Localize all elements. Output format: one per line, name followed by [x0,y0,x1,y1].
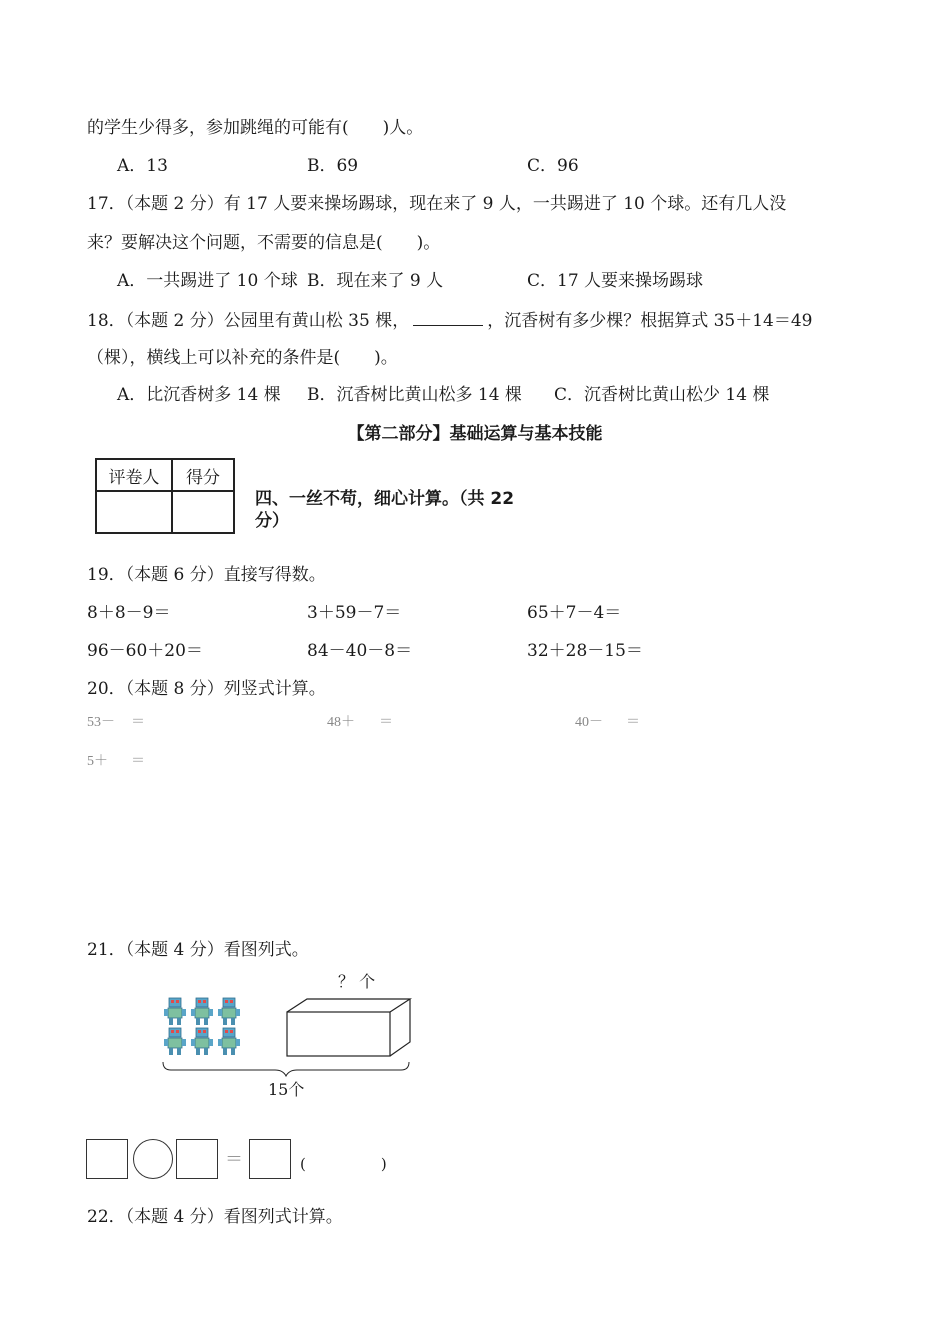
q17-line1: 17．（本题 2 分）有 17 人要来操场踢球，现在来了 9 人，一共踢进了 10 个球。还有几人没 [87,194,787,214]
q18-option-b: B．沉香树比黄山松多 14 棵 [307,385,522,405]
q21-unknown-label: ？ 个 [338,972,376,991]
q16-option-b: B．69 [307,156,359,176]
operator-circle[interactable] [133,1139,173,1179]
q21-total-label: 15个 [268,1080,305,1099]
q21-title: 21．（本题 4 分）看图列式。 [87,940,309,960]
q17-option-c: C．17 人要来操场踢球 [527,271,704,291]
q19-expr-1: 8＋8－9＝ [87,603,171,623]
q19-expr-6: 32＋28－15＝ [527,641,643,661]
score-table [95,458,235,534]
answer-box-2[interactable] [176,1139,218,1179]
q20-expr-3: 40－ [575,715,603,730]
q19-expr-2: 3＋59－7＝ [307,603,402,623]
q21-figure [155,990,425,1080]
q19-title: 19．（本题 6 分）直接写得数。 [87,565,326,585]
q16-option-c: C．96 [527,156,579,176]
section-title-line2: 分） [255,511,289,531]
q21-equals: ＝ [225,1149,243,1170]
q18-line1 [87,311,813,330]
q18-line2: （棵），横线上可以补充的条件是( )。 [87,348,398,368]
q20-expr-1: 53－ [87,715,115,730]
brace-icon [163,1062,409,1076]
q19-expr-4: 96－60＋20＝ [87,641,203,661]
grader-cell[interactable] [96,491,172,533]
q18-line1-b: ，沉香树有多少棵？根据算式 35＋14＝49 [487,311,813,331]
q18-line1-a: 18．（本题 2 分）公园里有黄山松 35 棵， [87,311,410,331]
score-label: 得分 [172,459,234,491]
grader-label: 评卷人 [96,459,172,491]
answer-box-3[interactable] [249,1139,291,1179]
q22-title: 22．（本题 4 分）看图列式计算。 [87,1207,343,1227]
robot-icon-group [164,998,240,1055]
q17-option-a: A．一共踢进了 10 个球 [117,271,298,291]
q16-text: 的学生少得多，参加跳绳的可能有( )人。 [87,118,424,138]
q17-option-b: B．现在来了 9 人 [307,271,444,291]
q19-expr-5: 84－40－8＝ [307,641,413,661]
section-title-line1: 四、一丝不苟，细心计算。（共 22 [255,489,515,509]
q21-unit-paren: ( ) [300,1155,387,1173]
q20-title: 20．（本题 8 分）列竖式计算。 [87,679,326,699]
q20-expr-4: 5＋ [87,754,108,769]
part2-title: 【第二部分】基础运算与基本技能 [347,424,603,444]
q20-eq-2: ＝ [379,715,393,730]
q16-option-a: A．13 [117,156,168,176]
score-cell[interactable] [172,491,234,533]
q20-eq-1: ＝ [131,715,145,730]
box-icon [287,999,410,1056]
q20-eq-3: ＝ [626,715,640,730]
q17-line2: 来？要解决这个问题，不需要的信息是( )。 [87,233,441,253]
q18-blank [413,311,483,326]
answer-box-1[interactable] [86,1139,128,1179]
q18-option-c: C．沉香树比黄山松少 14 棵 [554,385,770,405]
q20-eq-4: ＝ [131,754,145,769]
q19-expr-3: 65＋7－4＝ [527,603,622,623]
q20-expr-2: 48＋ [327,715,355,730]
q18-option-a: A．比沉香树多 14 棵 [117,385,281,405]
